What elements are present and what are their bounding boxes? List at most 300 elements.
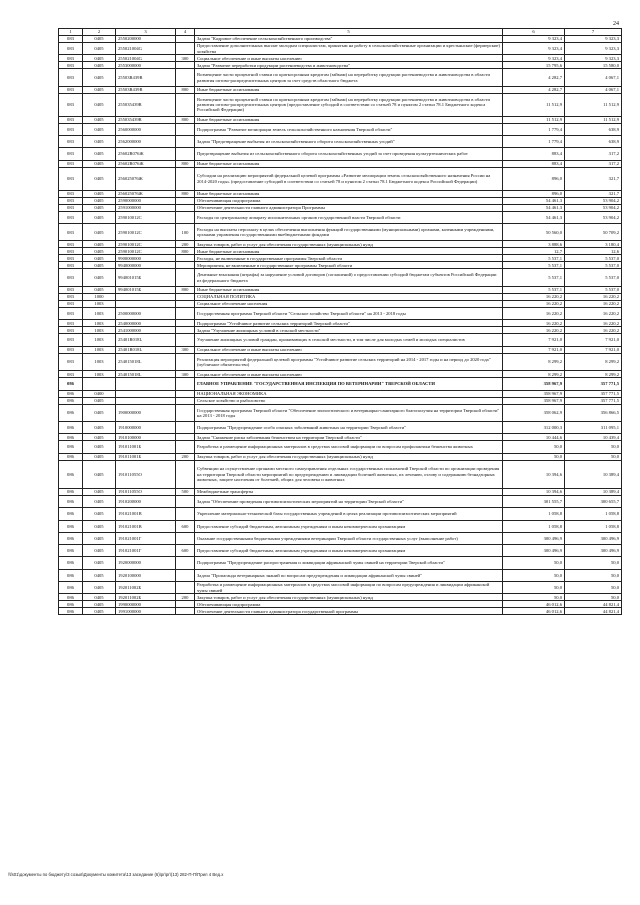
planned-amount-cell: 10 444,6 — [503, 434, 565, 441]
target-code-cell: 255035439R — [116, 93, 176, 116]
description-cell: Задача "Пропаганда ветеринарных знаний по вопросам предупреждения и ликвидации африканской чумы свиней" — [195, 569, 503, 581]
target-code-cell: 1900000000 — [116, 404, 176, 422]
actual-amount-cell: 5 537,0 — [565, 262, 622, 269]
expense-type-cell — [176, 353, 195, 371]
actual-amount-cell: 16 220,2 — [565, 301, 622, 308]
section-code-cell: 0405 — [83, 557, 116, 569]
section-code-cell: 0405 — [83, 204, 116, 211]
table-row — [59, 93, 622, 116]
expense-type-cell: 200 — [176, 453, 195, 460]
expense-type-cell: 300 — [176, 371, 195, 378]
section-code-cell: 0405 — [83, 86, 116, 93]
description-cell: Подпрограмма "Предупреждение распространения и ликвидации африканской чумы свиней на территории Тверской области" — [195, 557, 503, 569]
planned-amount-cell: 896,0 — [503, 167, 565, 190]
description-cell: Задача "Предотвращение выбытия из сельскохозяйственного оборота сельскохозяйственных угодий" — [195, 136, 503, 148]
table-row — [59, 327, 622, 334]
target-code-cell: 9900000000 — [116, 255, 176, 262]
table-row — [59, 460, 622, 488]
admin-code-cell: 086 — [59, 390, 83, 397]
admin-code-cell: 086 — [59, 495, 83, 507]
planned-amount-cell: 1 779,4 — [503, 136, 565, 148]
section-code-cell: 0405 — [83, 532, 116, 544]
table-row — [59, 287, 622, 294]
admin-code-cell: 083 — [59, 86, 83, 93]
target-code-cell: 191011001Б — [116, 453, 176, 460]
planned-amount-cell: 5 537,1 — [503, 255, 565, 262]
admin-code-cell: 086 — [59, 434, 83, 441]
section-code-cell: 0405 — [83, 223, 116, 241]
header-row — [59, 29, 622, 36]
section-code-cell: 0405 — [83, 160, 116, 167]
description-cell: Расходы по центральному аппарату исполнительных органов государственной власти Тверской области — [195, 211, 503, 223]
target-code-cell: 259010012C — [116, 241, 176, 248]
admin-code-cell: 083 — [59, 269, 83, 287]
actual-amount-cell: 8 299,2 — [565, 353, 622, 371]
target-code-cell: 2591000000 — [116, 204, 176, 211]
table-row — [59, 608, 622, 615]
planned-amount-cell: 358 967,9 — [503, 397, 565, 404]
table-row — [59, 301, 622, 308]
planned-amount-cell: 12,7 — [503, 248, 565, 255]
admin-code-cell: 086 — [59, 532, 83, 544]
budget-body — [59, 36, 622, 615]
target-code-cell: 2550200000 — [116, 36, 176, 43]
actual-amount-cell: 356 866,5 — [565, 404, 622, 422]
planned-amount-cell: 16 220,2 — [503, 308, 565, 320]
expense-type-cell — [176, 36, 195, 43]
actual-amount-cell: 50,0 — [565, 453, 622, 460]
planned-amount-cell: 300 496,9 — [503, 532, 565, 544]
planned-amount-cell: 11 512,9 — [503, 93, 565, 116]
target-code-cell: 1990000000 — [116, 601, 176, 608]
description-cell: Оказание государственными бюджетными учреждениями ветеринарии Тверской области государственных услуг (выполнение работ) — [195, 532, 503, 544]
actual-amount-cell: 1 058,8 — [565, 520, 622, 532]
actual-amount-cell: 7 921,0 — [565, 334, 622, 346]
actual-amount-cell: 317,2 — [565, 160, 622, 167]
admin-code-cell: 086 — [59, 378, 83, 390]
section-code-cell: 0405 — [83, 608, 116, 615]
planned-amount-cell: 15 795,6 — [503, 62, 565, 69]
actual-amount-cell: 9 323,3 — [565, 43, 622, 55]
target-code-cell: 2541000000 — [116, 327, 176, 334]
actual-amount-cell: 53 904,2 — [565, 204, 622, 211]
section-code-cell: 0405 — [83, 136, 116, 148]
planned-amount-cell: 50,0 — [503, 453, 565, 460]
description-cell: Иные бюджетные ассигнования — [195, 190, 503, 197]
planned-amount-cell: 883,4 — [503, 160, 565, 167]
actual-amount-cell: 317,2 — [565, 148, 622, 160]
file-path-footer: \\fs01\документы по бюджету\3 созыв\Документы комитета\13 заседание (6)\pr\pr\(13) 282-П-П\Прил 4 Вед.х — [8, 872, 224, 877]
actual-amount-cell: 4 067,1 — [565, 86, 622, 93]
description-cell: Денежные взыскания (штрафы) за нарушение условий договоров (соглашений) о предоставлении субсидий бюджетам субъектов Российской Федерации из федерального бюджета — [195, 269, 503, 287]
admin-code-cell: 083 — [59, 93, 83, 116]
description-cell: Задача "Развитие переработки продукции растениеводства и животноводства" — [195, 62, 503, 69]
actual-amount-cell: 300 496,9 — [565, 545, 622, 557]
actual-amount-cell: 311 095,1 — [565, 422, 622, 434]
expense-type-cell — [176, 123, 195, 135]
actual-amount-cell: 16 220,2 — [565, 294, 622, 301]
header-cell: 6 — [503, 29, 565, 36]
description-cell: Задача "Обеспечение проведения противоэпизоотических мероприятий на территории Тверской области" — [195, 495, 503, 507]
section-code-cell: 1003 — [83, 346, 116, 353]
table-row — [59, 601, 622, 608]
target-code-cell: 9940000000 — [116, 262, 176, 269]
description-cell: Возмещение части процентной ставки по краткосрочным кредитам (займам) на переработку продукции растениеводства и животноводства в области развития оптово-распределительных центров (предоставление субсидий в соответствии со статьей 78 и пунктом 2 статьи 78.1 Бюджетного кодекса Российской Федерации) — [195, 93, 503, 116]
table-row — [59, 353, 622, 371]
expense-type-cell: 800 — [176, 86, 195, 93]
expense-type-cell — [176, 601, 195, 608]
section-code-cell: 0405 — [83, 43, 116, 55]
admin-code-cell: 086 — [59, 557, 83, 569]
expense-type-cell: 800 — [176, 116, 195, 123]
table-row — [59, 204, 622, 211]
section-code-cell: 0400 — [83, 390, 116, 397]
target-code-cell: 2553000000 — [116, 62, 176, 69]
planned-amount-cell: 312 000,3 — [503, 422, 565, 434]
actual-amount-cell: 50,0 — [565, 441, 622, 453]
table-row — [59, 269, 622, 287]
target-code-cell: 255021004G — [116, 43, 176, 55]
expense-type-cell — [176, 211, 195, 223]
table-row — [59, 334, 622, 346]
table-row — [59, 508, 622, 520]
admin-code-cell: 083 — [59, 371, 83, 378]
description-cell: Задача "Кадровое обеспечение сельскохозяйственного производства" — [195, 36, 503, 43]
table-row — [59, 55, 622, 62]
planned-amount-cell: 9 323,4 — [503, 55, 565, 62]
section-code-cell: 0405 — [83, 148, 116, 160]
expense-type-cell — [176, 308, 195, 320]
admin-code-cell: 083 — [59, 43, 83, 55]
expense-type-cell — [176, 43, 195, 55]
description-cell: НАЦИОНАЛЬНАЯ ЭКОНОМИКА — [195, 390, 503, 397]
target-code-cell: 259010012C — [116, 223, 176, 241]
target-code-cell: 254015018L — [116, 353, 176, 371]
planned-amount-cell: 883,4 — [503, 148, 565, 160]
actual-amount-cell: 16 220,2 — [565, 308, 622, 320]
admin-code-cell: 086 — [59, 594, 83, 601]
expense-type-cell — [176, 397, 195, 404]
actual-amount-cell: 321,7 — [565, 190, 622, 197]
expense-type-cell — [176, 378, 195, 390]
table-row — [59, 148, 622, 160]
expense-type-cell — [176, 460, 195, 488]
target-code-cell — [116, 301, 176, 308]
actual-amount-cell: 44 821,4 — [565, 608, 622, 615]
target-code-cell: 256025076Ж — [116, 167, 176, 190]
table-row — [59, 453, 622, 460]
target-code-cell: 191021001B — [116, 520, 176, 532]
actual-amount-cell: 4 067,1 — [565, 69, 622, 87]
table-row — [59, 569, 622, 581]
section-code-cell: 0405 — [83, 404, 116, 422]
expense-type-cell: 600 — [176, 545, 195, 557]
section-code-cell: 0405 — [83, 62, 116, 69]
section-code-cell: 1003 — [83, 308, 116, 320]
target-code-cell: 994001015Б — [116, 269, 176, 287]
admin-code-cell: 086 — [59, 508, 83, 520]
expense-type-cell — [176, 93, 195, 116]
expense-type-cell: 800 — [176, 248, 195, 255]
actual-amount-cell: 5 537,0 — [565, 269, 622, 287]
header-cell: 2 — [83, 29, 116, 36]
table-row — [59, 557, 622, 569]
expense-type-cell — [176, 404, 195, 422]
actual-amount-cell: 16 220,2 — [565, 320, 622, 327]
actual-amount-cell: 321,7 — [565, 167, 622, 190]
description-cell: Социальное обеспечение и иные выплаты населению — [195, 55, 503, 62]
table-row — [59, 520, 622, 532]
description-cell: Предоставление субсидий бюджетным, автономным учреждениям и иным некоммерческим организациям — [195, 520, 503, 532]
target-code-cell: 2540000000 — [116, 320, 176, 327]
admin-code-cell: 083 — [59, 211, 83, 223]
expense-type-cell — [176, 262, 195, 269]
table-row — [59, 378, 622, 390]
admin-code-cell: 083 — [59, 160, 83, 167]
planned-amount-cell: 4 282,7 — [503, 86, 565, 93]
target-code-cell: 1991000000 — [116, 608, 176, 615]
section-code-cell: 0405 — [83, 55, 116, 62]
planned-amount-cell: 16 220,2 — [503, 294, 565, 301]
section-code-cell: 0405 — [83, 545, 116, 557]
expense-type-cell: 800 — [176, 287, 195, 294]
actual-amount-cell: 638,9 — [565, 123, 622, 135]
admin-code-cell: 083 — [59, 223, 83, 241]
section-code-cell: 0405 — [83, 441, 116, 453]
actual-amount-cell: 11 512,9 — [565, 93, 622, 116]
target-code-cell — [116, 294, 176, 301]
description-cell: Подпрограмма "Развитие мелиорации земель сельскохозяйственного назначения Тверской области" — [195, 123, 503, 135]
expense-type-cell — [176, 255, 195, 262]
description-cell: Расходы, не включенные в государственные программы Тверской области — [195, 255, 503, 262]
expense-type-cell — [176, 334, 195, 346]
section-code-cell: 1003 — [83, 334, 116, 346]
table-row — [59, 594, 622, 601]
actual-amount-cell: 10 389,4 — [565, 488, 622, 495]
expense-type-cell — [176, 269, 195, 287]
admin-code-cell: 083 — [59, 197, 83, 204]
target-code-cell: 191021001Г — [116, 545, 176, 557]
admin-code-cell: 083 — [59, 353, 83, 371]
table-row — [59, 62, 622, 69]
table-row — [59, 255, 622, 262]
description-cell: Обеспечение деятельности главного администратора государственной программы — [195, 608, 503, 615]
description-cell: Обеспечивающая подпрограмма — [195, 601, 503, 608]
actual-amount-cell: 53 904,2 — [565, 197, 622, 204]
actual-amount-cell: 50,0 — [565, 594, 622, 601]
section-code-cell: 0405 — [83, 262, 116, 269]
section-code-cell: 0405 — [83, 488, 116, 495]
table-row — [59, 241, 622, 248]
actual-amount-cell: 10 389,4 — [565, 460, 622, 488]
description-cell: Разработка и размещение информационных материалов в средствах массовой информации по вопросам профилактики бешенства животных — [195, 441, 503, 453]
planned-amount-cell: 1 058,8 — [503, 520, 565, 532]
section-code-cell: 1003 — [83, 320, 116, 327]
expense-type-cell — [176, 434, 195, 441]
table-row — [59, 346, 622, 353]
expense-type-cell — [176, 294, 195, 301]
admin-code-cell: 083 — [59, 346, 83, 353]
actual-amount-cell: 16 220,2 — [565, 327, 622, 334]
planned-amount-cell: 358 967,9 — [503, 378, 565, 390]
admin-code-cell: 083 — [59, 294, 83, 301]
expense-type-cell — [176, 557, 195, 569]
description-cell: ГЛАВНОЕ УПРАВЛЕНИЕ "ГОСУДАРСТВЕННАЯ ИНСПЕКЦИЯ ПО ВЕТЕРИНАРИИ" ТВЕРСКОЙ ОБЛАСТИ — [195, 378, 503, 390]
section-code-cell: 0405 — [83, 397, 116, 404]
section-code-cell: 0405 — [83, 453, 116, 460]
section-code-cell: 0405 — [83, 581, 116, 593]
description-cell: Обеспечение деятельности главного администратора Программы — [195, 204, 503, 211]
description-cell: Закупка товаров, работ и услуг для обеспечения государственных (муниципальных) нужд — [195, 241, 503, 248]
planned-amount-cell: 3 888,6 — [503, 241, 565, 248]
planned-amount-cell: 11 512,9 — [503, 116, 565, 123]
admin-code-cell: 083 — [59, 255, 83, 262]
section-code-cell: 1003 — [83, 327, 116, 334]
admin-code-cell: 086 — [59, 488, 83, 495]
planned-amount-cell: 4 282,7 — [503, 69, 565, 87]
description-cell: Предотвращение выбытия из сельскохозяйственного оборота сельскохозяйственных угодий за счет проведения культуртехнических работ — [195, 148, 503, 160]
expense-type-cell — [176, 69, 195, 87]
expense-type-cell — [176, 569, 195, 581]
section-code-cell: 0405 — [83, 255, 116, 262]
description-cell: Иные бюджетные ассигнования — [195, 86, 503, 93]
planned-amount-cell: 5 537,1 — [503, 287, 565, 294]
description-cell: Расходы на выплаты персоналу в целях обеспечения выполнения функций государственными (муниципальными) органами, казенными учреждениями, органами управления государственными внебюджетными фондами — [195, 223, 503, 241]
admin-code-cell: 086 — [59, 545, 83, 557]
admin-code-cell: 083 — [59, 287, 83, 294]
target-code-cell: 256025076Ж — [116, 190, 176, 197]
expense-type-cell — [176, 148, 195, 160]
table-row — [59, 308, 622, 320]
table-row — [59, 532, 622, 544]
expense-type-cell — [176, 608, 195, 615]
target-code-cell: 191021001Г — [116, 532, 176, 544]
page-number: 24 — [613, 21, 619, 27]
admin-code-cell: 086 — [59, 608, 83, 615]
description-cell: Обеспечивающая подпрограмма — [195, 197, 503, 204]
description-cell: Социальное обеспечение населения — [195, 301, 503, 308]
section-code-cell: 1000 — [83, 294, 116, 301]
actual-amount-cell: 357 771,5 — [565, 397, 622, 404]
planned-amount-cell: 5 537,1 — [503, 262, 565, 269]
planned-amount-cell: 7 921,0 — [503, 346, 565, 353]
section-code-cell: 0405 — [83, 422, 116, 434]
table-row — [59, 223, 622, 241]
section-code-cell: 0405 — [83, 601, 116, 608]
table-row — [59, 434, 622, 441]
expense-type-cell — [176, 422, 195, 434]
expense-type-cell — [176, 301, 195, 308]
section-code-cell: 0405 — [83, 190, 116, 197]
admin-code-cell: 083 — [59, 62, 83, 69]
target-code-cell: 1910100000 — [116, 434, 176, 441]
table-row — [59, 581, 622, 593]
table-row — [59, 123, 622, 135]
expense-type-cell: 300 — [176, 55, 195, 62]
planned-amount-cell: 16 220,2 — [503, 320, 565, 327]
section-code-cell: 1003 — [83, 371, 116, 378]
section-code-cell: 0405 — [83, 460, 116, 488]
section-code-cell: 0405 — [83, 520, 116, 532]
description-cell: Иные бюджетные ассигнования — [195, 248, 503, 255]
section-code-cell: 0405 — [83, 594, 116, 601]
target-code-cell: 255021004G — [116, 55, 176, 62]
target-code-cell: 254015018L — [116, 371, 176, 378]
target-code-cell: 192011002Б — [116, 581, 176, 593]
section-code-cell: 0405 — [83, 269, 116, 287]
target-code-cell: 2590000000 — [116, 197, 176, 204]
planned-amount-cell: 1 058,8 — [503, 508, 565, 520]
admin-code-cell: 086 — [59, 441, 83, 453]
admin-code-cell: 083 — [59, 327, 83, 334]
description-cell: Закупка товаров, работ и услуг для обеспечения государственных (муниципальных) нужд — [195, 453, 503, 460]
header-cell: 5 — [195, 29, 503, 36]
table-row — [59, 160, 622, 167]
planned-amount-cell: 8 299,2 — [503, 371, 565, 378]
admin-code-cell: 083 — [59, 148, 83, 160]
section-code-cell: 0405 — [83, 167, 116, 190]
expense-type-cell: 800 — [176, 190, 195, 197]
expense-type-cell — [176, 508, 195, 520]
section-code-cell: 1003 — [83, 301, 116, 308]
target-code-cell: 1920100000 — [116, 569, 176, 581]
actual-amount-cell: 12,6 — [565, 248, 622, 255]
target-code-cell: 25602R076Ж — [116, 148, 176, 160]
planned-amount-cell: 54 461,3 — [503, 197, 565, 204]
actual-amount-cell: 50,0 — [565, 557, 622, 569]
header-cell: 7 — [565, 29, 622, 36]
section-code-cell: 0405 — [83, 508, 116, 520]
planned-amount-cell: 54 461,3 — [503, 204, 565, 211]
admin-code-cell: 083 — [59, 308, 83, 320]
admin-code-cell: 083 — [59, 248, 83, 255]
expense-type-cell — [176, 197, 195, 204]
target-code-cell: 255035439R — [116, 116, 176, 123]
section-code-cell — [83, 378, 116, 390]
target-code-cell: 994001015Б — [116, 287, 176, 294]
section-code-cell: 0405 — [83, 495, 116, 507]
section-code-cell: 0405 — [83, 434, 116, 441]
actual-amount-cell: 1 058,8 — [565, 508, 622, 520]
actual-amount-cell: 357 771,5 — [565, 390, 622, 397]
description-cell: СОЦИАЛЬНАЯ ПОЛИТИКА — [195, 294, 503, 301]
expense-type-cell — [176, 327, 195, 334]
admin-code-cell: 083 — [59, 123, 83, 135]
section-code-cell: 0405 — [83, 116, 116, 123]
planned-amount-cell: 300 496,9 — [503, 545, 565, 557]
description-cell: Задача "Снижение риска заболевания бешенством на территории Тверской области" — [195, 434, 503, 441]
section-code-cell: 0405 — [83, 241, 116, 248]
expense-type-cell — [176, 204, 195, 211]
target-code-cell: 1920000000 — [116, 557, 176, 569]
description-cell: Реализация мероприятий федеральной целевой программы "Устойчивое развитие сельских территорий на 2014 - 2017 годы и на период до 2020 года" (публичное обязательство) — [195, 353, 503, 371]
description-cell: Укрепление материально-технической базы государственных учреждений в целях реализации противоэпизоотических мероприятий — [195, 508, 503, 520]
description-cell: Подпрограмма "Устойчивое развитие сельских территорий Тверской области" — [195, 320, 503, 327]
header-cell: 3 — [116, 29, 176, 36]
actual-amount-cell: 53 904,2 — [565, 211, 622, 223]
actual-amount-cell: 3 180,4 — [565, 241, 622, 248]
section-code-cell: 0405 — [83, 123, 116, 135]
planned-amount-cell: 16 220,2 — [503, 327, 565, 334]
table-row — [59, 69, 622, 87]
expense-type-cell — [176, 62, 195, 69]
section-code-cell: 0405 — [83, 248, 116, 255]
admin-code-cell: 083 — [59, 55, 83, 62]
target-code-cell — [116, 397, 176, 404]
planned-amount-cell: 50 560,0 — [503, 223, 565, 241]
table-row — [59, 390, 622, 397]
actual-amount-cell: 5 537,0 — [565, 287, 622, 294]
